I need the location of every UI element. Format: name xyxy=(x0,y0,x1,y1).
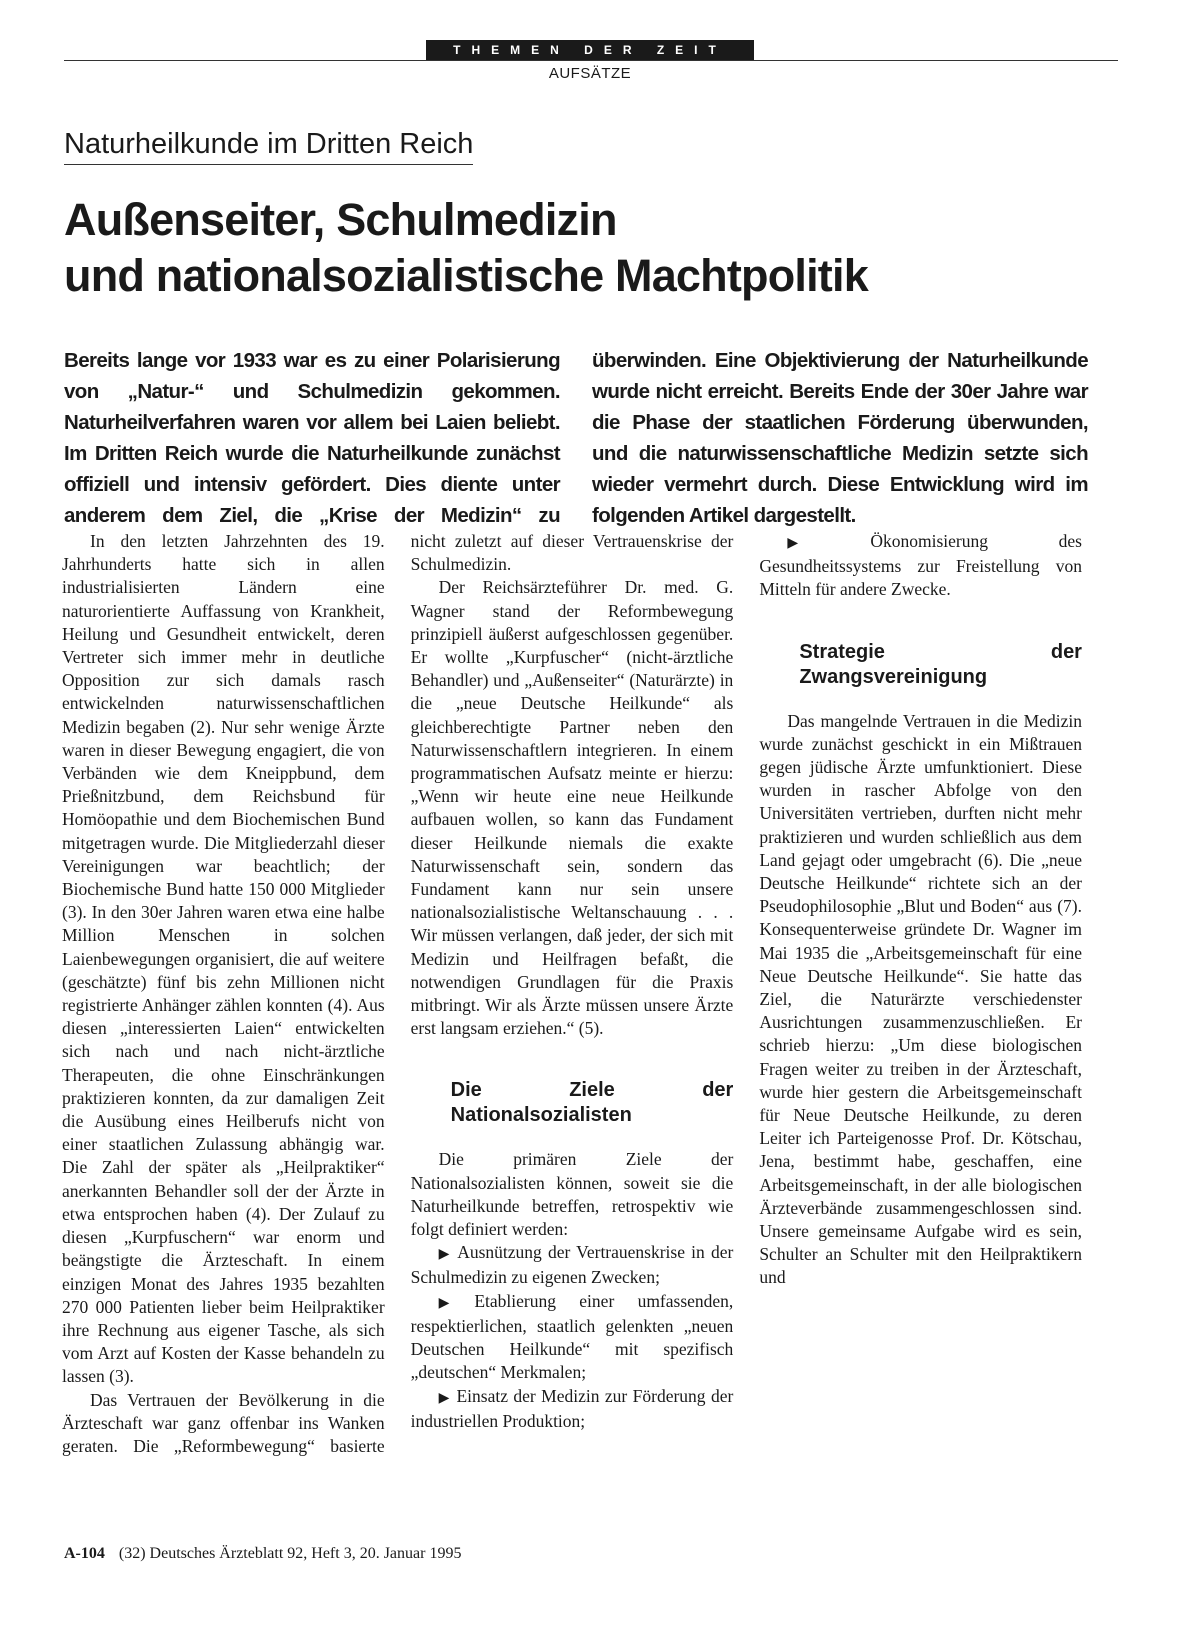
kicker: Naturheilkunde im Dritten Reich xyxy=(64,128,473,165)
bullet-item xyxy=(411,1290,734,1385)
bullet-text: Einsatz der Medizin zur Förderung der industriellen Produktion; xyxy=(410,1385,734,1431)
page-footer xyxy=(64,1545,461,1563)
bullet-item xyxy=(411,1385,734,1433)
bullet-text: Etablierung einer umfassenden, respektierlichen, staatlich gelenkten „neuen Deutschen Heilkunde“ mit spezifisch „deutschen“ Merkmalen; xyxy=(410,1290,734,1383)
page-number: A-104 xyxy=(64,1545,105,1562)
section-heading: Strategie der Zwangsvereinigung xyxy=(799,640,1082,688)
paragraph: In den letzten Jahrzehnten des 19. Jahrhunderts hatte sich in allen industrialisierten Ländern eine naturorientierte Auffassung von Krankheit, Heilung und Gesundheit entwickelt, deren Vertreter sich immer mehr in deutliche Opposition zur sich damals rasch entwickelnden naturwissenschaftlichen Medizin begaben (2). Nur sehr wenige Ärzte waren in dieser Bewegung engagiert, die von Verbänden wie dem Kneippbund, dem Prießnitzbund, dem Reichsbund für Homöopathie und dem Biochemischen Bund mitgetragen wurde. Die Mitgliederzahl dieser Vereinigungen war beachtlich; der Biochemische Bund hatte 150 000 Mitglieder (3). In den 30er Jahren waren etwa eine halbe Million Menschen in solchen Laienbewegungen organisiert, die auf weitere (geschätzte) fünf bis zehn Millionen nicht registrierte Anhänger zählen konnten (4). Aus diesen „interessierten Laien“ entwickelten sich nach und nach nicht-ärztliche Therapeuten, die ohne Einschränkungen praktizieren konnten, da zur damaligen Zeit die Ausübung eines Heilberufs nicht von einer staatlichen Zulassung abhängig war. Die Zahl der später als „Heilpraktiker“ anerkannten Behandler soll der der Ärzte in etwa entsprochen haben (4). Der Zulauf zu diesen „Kurpfuschern“ war enorm und beängstigte die Ärzteschaft. In einem einzigen Monat des Jahres 1935 bezahlten 270 000 Patienten lieber beim Heilpraktiker ihre Rechnung aus eigener Tasche, als sich vom Arzt auf Kosten der Kasse behandeln zu lassen (3). xyxy=(62,531,385,1387)
lead-paragraph: Bereits lange vor 1933 war es zu einer Polarisierung von „Natur-“ und Schulmedizin gekommen. Naturheilverfahren waren vor allem bei Laien beliebt. Im Dritten Reich wurde die Naturheilkunde zunächst offiziell und intensiv gefördert. Dies diente unter anderem dem Ziel, die „Krise der Medizin“ zu überwinden. Eine Objektivierung der Naturheilkunde wurde nicht erreicht. Bereits Ende der 30er Jahre war die Phase der staatlichen Förderung überwunden, und die naturwissenschaftliche Medizin setzte sich wieder vermehrt durch. Diese Entwicklung wird im folgenden Artikel dargestellt. xyxy=(64,349,1088,527)
triangle-right-icon: ▶ xyxy=(438,1295,469,1311)
subsection-label: AUFSÄTZE xyxy=(548,65,632,82)
bullet-item xyxy=(759,530,1082,602)
bullet-text: Ausnützung der Vertrauenskrise in der Schulmedizin zu eigenen Zwecken; xyxy=(410,1242,734,1288)
bullet-text: Ökonomisierung des Gesundheitssystems zur Freistellung von Mitteln für andere Zwecke. xyxy=(759,531,1082,600)
triangle-right-icon: ▶ xyxy=(438,1247,452,1263)
headline xyxy=(64,192,1124,304)
citation: (32) Deutsches Ärzteblatt 92, Heft 3, 20. Januar 1995 xyxy=(118,1545,462,1562)
section-heading: Die Ziele der Nationalsozialisten xyxy=(450,1079,734,1127)
headline-line-1: Außenseiter, Schulmedizin xyxy=(64,194,617,245)
triangle-right-icon: ▶ xyxy=(787,536,865,551)
paragraph: Der Reichsärzteführer Dr. med. G. Wagner stand der Reformbewegung prinzipiell äußerst aufgeschlossen gegenüber. Er wollte „Kurpfuscher“ (nicht-ärztliche Behandler) und „Außenseiter“ (Naturärzte) in die „neue Deutsche Heilkunde“ als gleichberechtigte Partner neben den Naturwissenschaftlern integrieren. In einem programmatischen Aufsatz meinte er hierzu: „Wenn wir heute eine neue Heilkunde aufbauen wollen, so kann das Fundament dieser Heilkunde niemals die exakte Naturwissenschaft sein, sondern das Fundament kann nur sein unsere nationalsozialistische Weltanschauung . . . Wir müssen verlangen, daß jeder, der sich mit Medizin und Heilfragen befaßt, die notwendigen Grundlagen für die Praxis mitbringt. Wir als Ärzte müssen unsere Ärzte erst langsam erziehen.“ (5). xyxy=(410,577,734,1039)
header-rule xyxy=(64,60,1118,61)
paragraph: Das Vertrauen der Bevölkerung in die Ärzteschaft war ganz offenbar ins Wanken geraten. Die „Reformbewegung“ basierte nicht zuletzt auf dieser Vertrauenskrise der Schulmedizin. xyxy=(62,531,734,1456)
paragraph: Die primären Ziele der Nationalsozialisten können, soweit sie die Naturheilkunde betreffen, retrospektiv wie folgt definiert werden: xyxy=(410,1149,734,1240)
paragraph: Das mangelnde Vertrauen in die Medizin wurde zunächst geschickt in ein Mißtrauen gegen jüdische Ärzte umfunktioniert. Diese wurden in rascher Abfolge von den Universitäten vertrieben, durften nicht mehr praktizieren und wurden schließlich aus dem Land gejagt oder umgebracht (6). Die „neue Deutsche Heilkunde“ richtete sich an der Pseudophilosophie „Blut und Boden“ aus (7). Konsequenterweise gründete Dr. Wagner im Mai 1935 die „Arbeitsgemeinschaft für eine Neue Deutsche Heilkunde“. Sie hatte das Ziel, die Naturärzte verschiedenster Ausrichtungen zusammenzuschließen. Er schrieb hierzu: „Um diese biologischen Fragen weiter zu treiben in der Ärzteschaft, wurde hier gestern die Arbeitsgemeinschaft für Neue Deutsche Heilkunde, zu deren Leiter ich Parteigenosse Prof. Dr. Kötschau, Jena, bestimmt habe, geschaffen, eine Arbeitsgemeinschaft, in der alle biologischen Ärzteverbände zusammengeschlossen sind. Unsere gemeinsame Aufgabe wird es sein, Schulter an Schulter mit den Heilpraktikern und xyxy=(759,710,1082,1288)
headline-line-2: und nationalsozialistische Machtpolitik xyxy=(64,250,868,301)
triangle-right-icon: ▶ xyxy=(438,1390,451,1406)
section-header: THEMEN DER ZEIT xyxy=(426,40,754,60)
article-body xyxy=(62,530,1082,1470)
bullet-item xyxy=(411,1241,734,1289)
